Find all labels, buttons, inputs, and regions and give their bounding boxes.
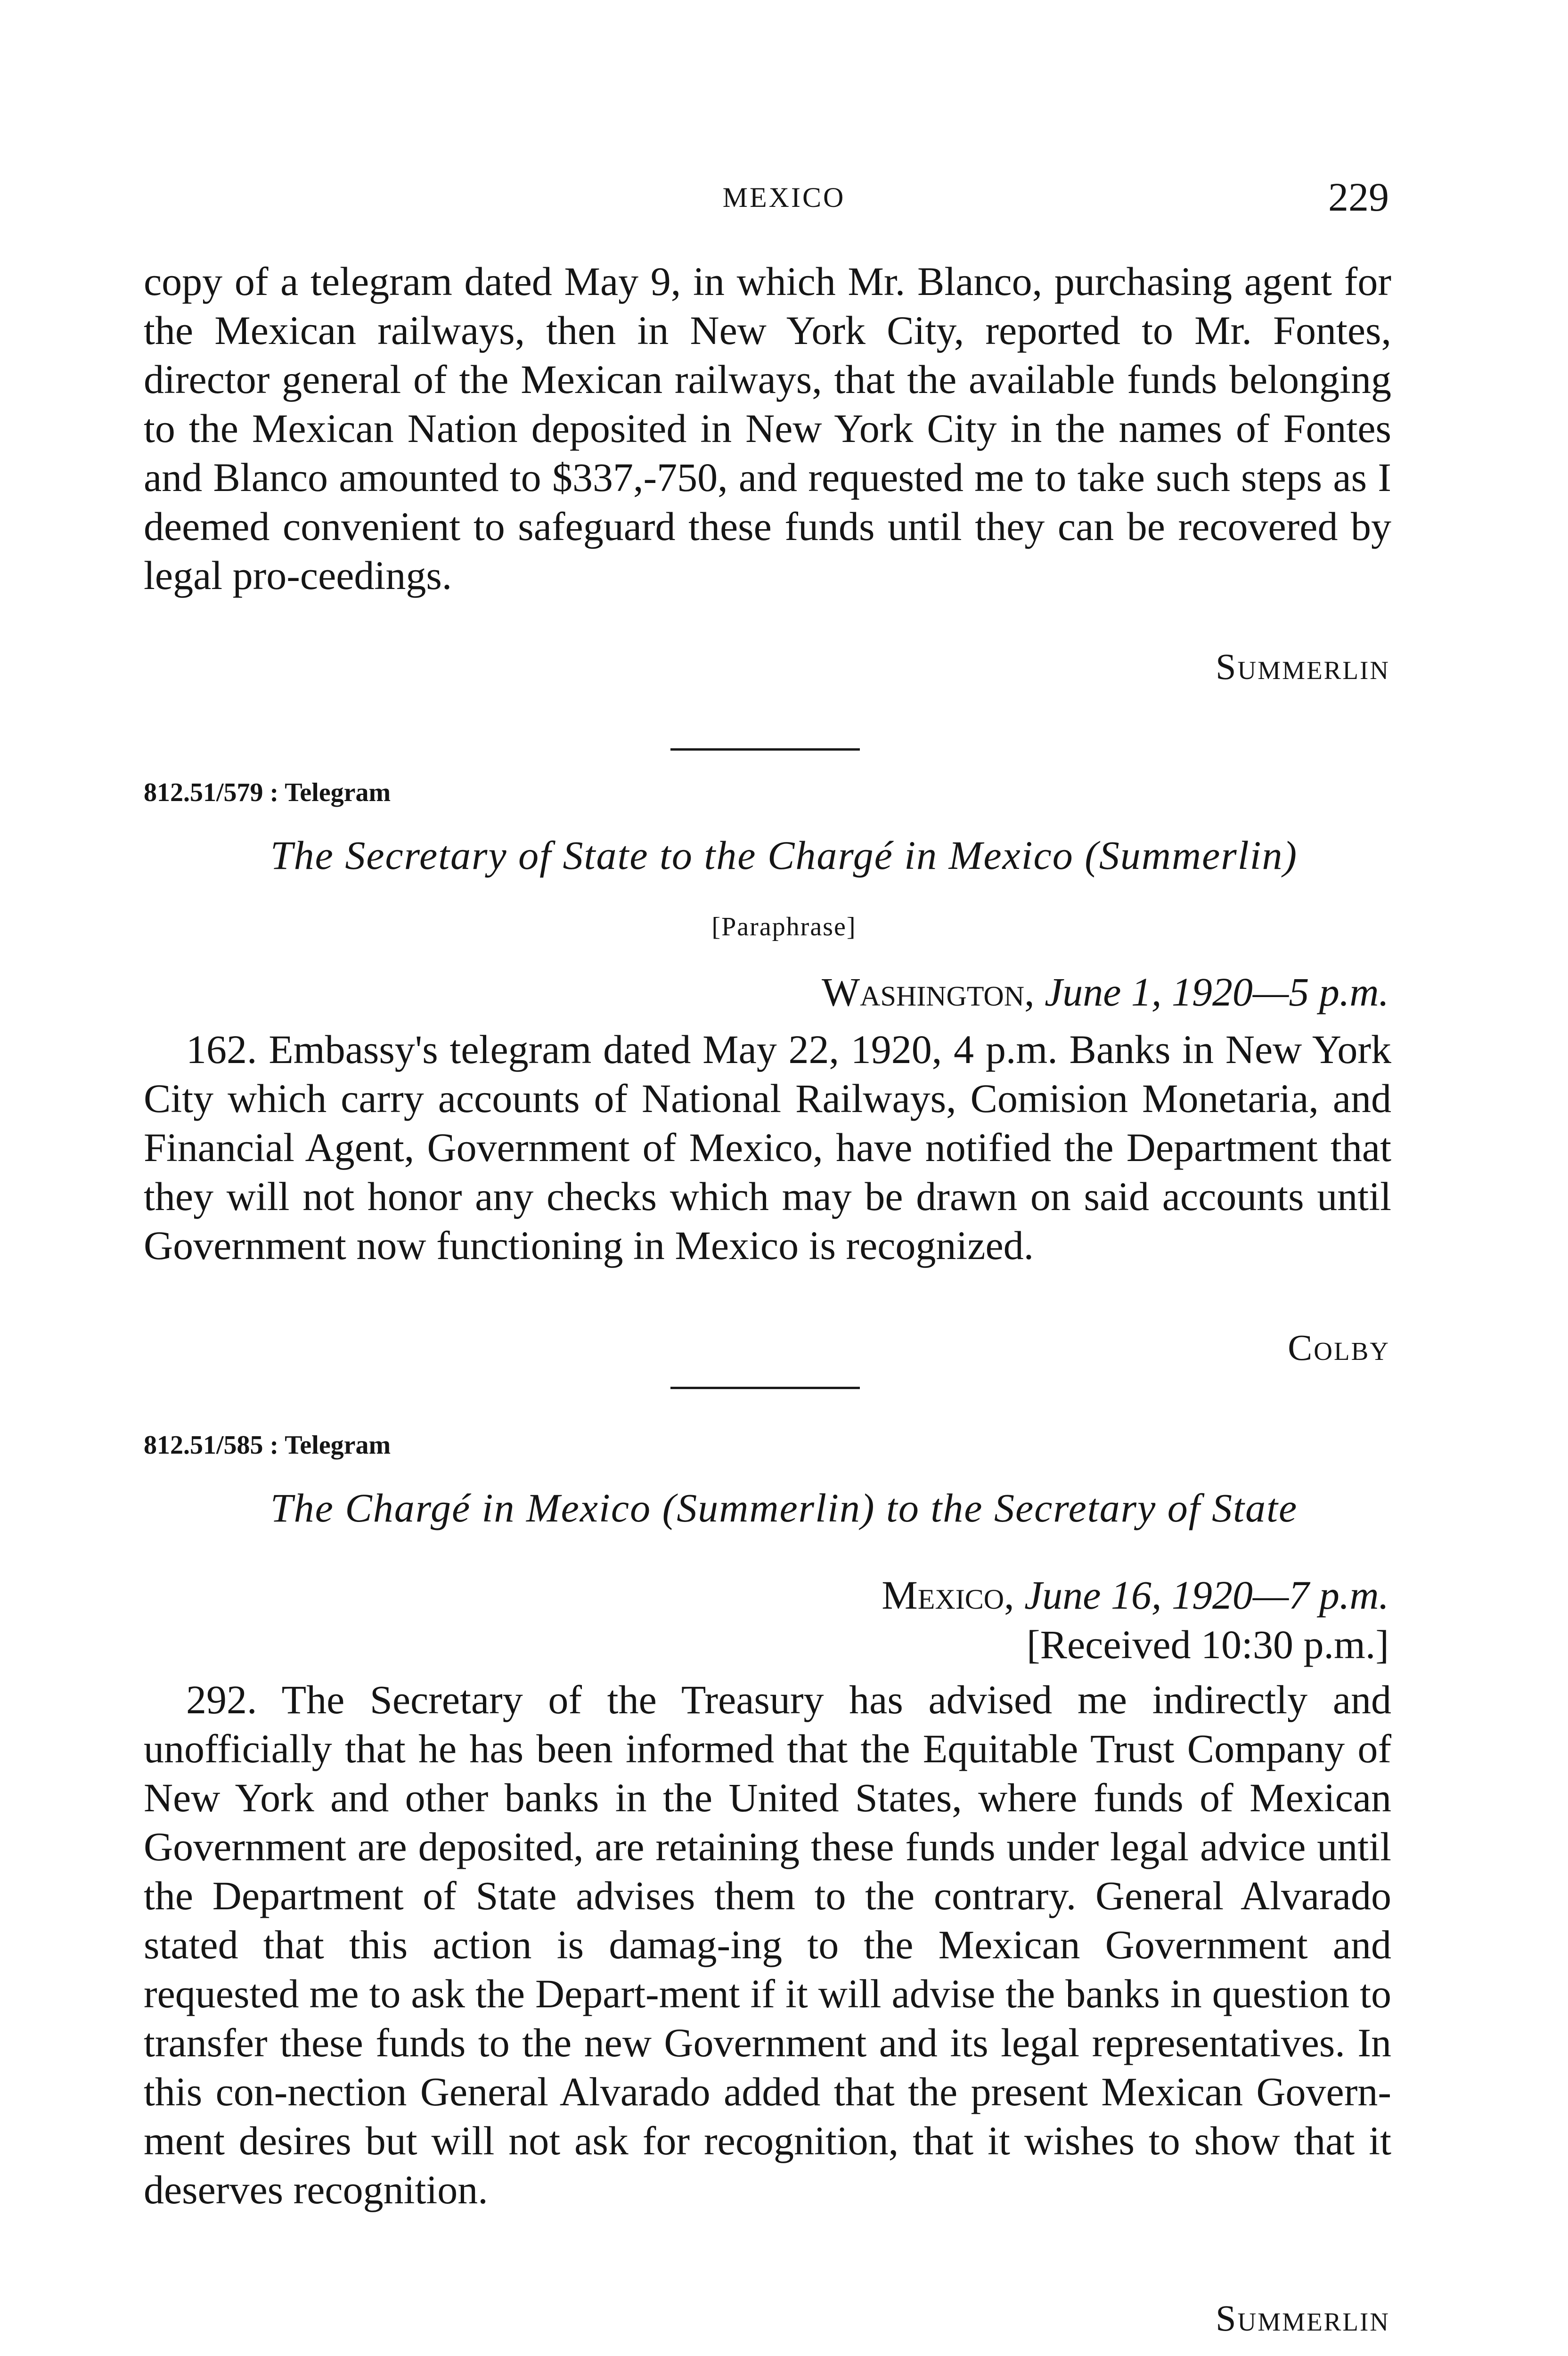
- continuation-paragraph: copy of a telegram dated May 9, in which Mr. Blanco, purchasing agent for the Mexican railways, then in New York City, reported to Mr. Fontes, director general of the Mexican railways, that the available funds belonging to the Mexican Nation deposited in New York City in the names of Fontes and Blanco amounted to $337,-750, and requested me to take such steps as I deemed convenient to safeguard these funds until they can be recovered by legal pro-ceedings.: [144, 259, 1391, 598]
- paraphrase-note: [Paraphrase]: [711, 912, 857, 941]
- dateline-place: Washington,: [822, 969, 1035, 1014]
- running-header: MEXICO: [722, 182, 846, 213]
- dateline: [822, 968, 1389, 1015]
- received-time: [Received 10:30 p.m.]: [1026, 1622, 1389, 1667]
- dateline-date: June 16, 1920—7 p.m.: [1024, 1572, 1389, 1618]
- page-number: 229: [1328, 174, 1389, 220]
- signature-colby: Colby: [1288, 1327, 1390, 1368]
- document-title: The Secretary of State to the Chargé in Mexico (Summerlin): [270, 833, 1298, 878]
- section-divider: [670, 1387, 860, 1389]
- file-reference: 812.51/585 : Telegram: [144, 1431, 391, 1460]
- section-divider: [670, 748, 860, 751]
- dateline: [882, 1571, 1389, 1619]
- dateline-place: Mexico,: [882, 1572, 1014, 1618]
- signature-summerlin-1: Summerlin: [1216, 646, 1390, 687]
- dateline-date: June 1, 1920—5 p.m.: [1045, 969, 1389, 1014]
- document-title: The Chargé in Mexico (Summerlin) to the Secretary of State: [270, 1485, 1298, 1530]
- telegram-body: 292. The Secretary of the Treasury has advised me indirectly and unofficially that he has been informed that the Equitable Trust Company of New York and other banks in the United States, where funds of Mexican Government are deposited, are retaining these funds under legal advice until the Department of State advises them to the contrary. General Alvarado stated that this action is damag-ing to the Mexican Government and requested me to ask the Depart-ment if it will advise the banks in question to transfer these funds to the new Government and its legal representatives. In this con-nection General Alvarado added that the present Mexican Govern-ment desires but will not ask for recognition, that it wishes to show that it deserves recognition.: [144, 1677, 1391, 2212]
- telegram-body: 162. Embassy's telegram dated May 22, 1920, 4 p.m. Banks in New York City which carry accounts of National Railways, Comision Monetaria, and Financial Agent, Government of Mexico, have notified the Department that they will not honor any checks which may be drawn on said accounts until Government now functioning in Mexico is recognized.: [144, 1027, 1391, 1268]
- signature-summerlin-2: Summerlin: [1216, 2298, 1390, 2339]
- file-reference: 812.51/579 : Telegram: [144, 778, 391, 807]
